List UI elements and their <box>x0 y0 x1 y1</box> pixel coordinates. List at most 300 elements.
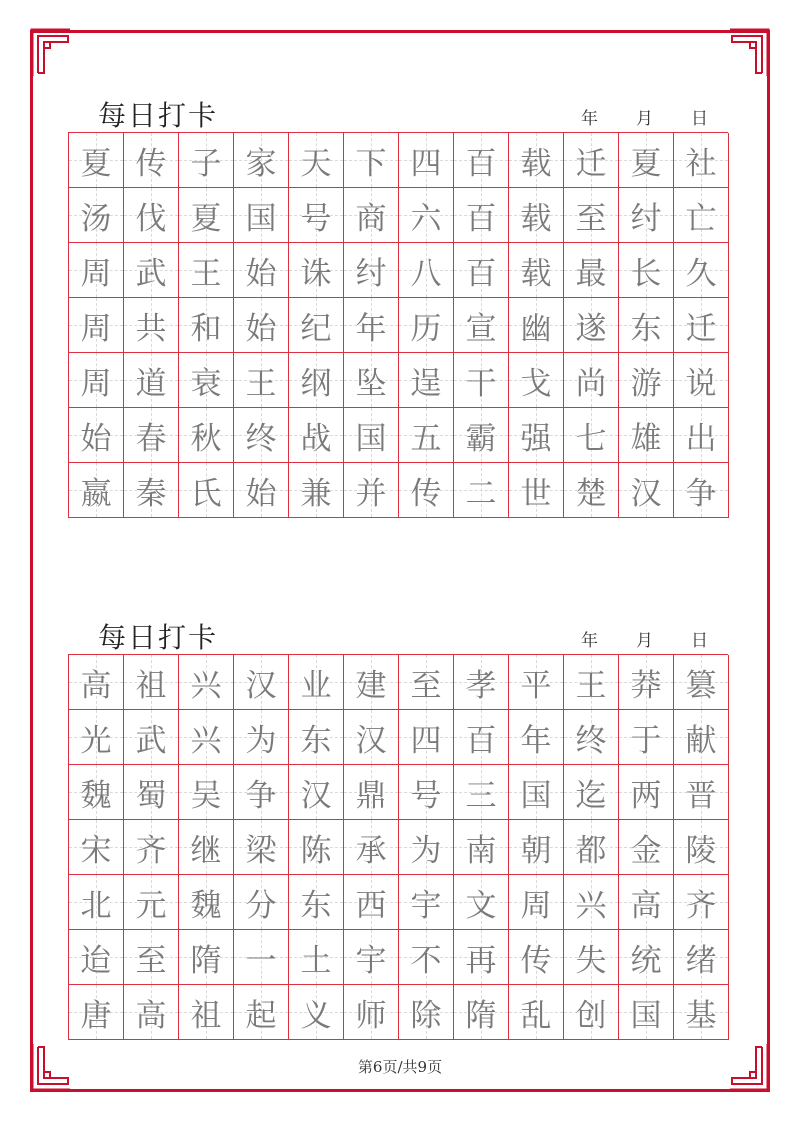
grid-cell <box>124 188 179 243</box>
practice-character: 承 <box>355 832 387 869</box>
practice-character: 并 <box>355 475 387 512</box>
practice-character: 争 <box>685 475 717 512</box>
practice-character: 终 <box>575 722 607 759</box>
grid-cell <box>234 133 289 188</box>
practice-character: 祖 <box>135 667 167 704</box>
practice-character: 百 <box>465 255 497 292</box>
corner-ornament-top-right <box>730 28 770 78</box>
grid-cell <box>619 188 674 243</box>
grid-cell <box>674 353 729 408</box>
practice-character: 为 <box>245 722 277 759</box>
grid-cell <box>674 243 729 298</box>
grid-cell <box>179 875 234 930</box>
grid-cell <box>234 765 289 820</box>
grid-cell <box>234 820 289 875</box>
practice-character: 至 <box>410 667 442 704</box>
grid-cell <box>234 243 289 298</box>
practice-character: 莽 <box>630 667 662 704</box>
grid-cell <box>289 133 344 188</box>
grid-cell <box>509 930 564 985</box>
practice-character: 百 <box>465 200 497 237</box>
practice-character: 衰 <box>190 365 222 402</box>
grid-cell <box>454 298 509 353</box>
practice-character: 号 <box>410 777 442 814</box>
practice-character: 王 <box>575 667 607 704</box>
practice-character: 为 <box>410 832 442 869</box>
grid-cell <box>124 820 179 875</box>
practice-character: 强 <box>520 420 552 457</box>
practice-character: 历 <box>410 310 442 347</box>
practice-character: 武 <box>135 722 167 759</box>
grid-cell <box>454 655 509 710</box>
grid-cell <box>399 243 454 298</box>
practice-character: 汤 <box>80 200 112 237</box>
practice-character: 基 <box>685 997 717 1034</box>
grid-cell <box>509 820 564 875</box>
grid-cell <box>289 985 344 1040</box>
practice-character: 说 <box>685 365 717 402</box>
practice-character: 家 <box>245 145 277 182</box>
grid-cell <box>399 188 454 243</box>
practice-character: 百 <box>465 145 497 182</box>
page-number: 第6页/共9页 <box>357 1058 443 1076</box>
practice-character: 坠 <box>355 365 387 402</box>
practice-character: 纣 <box>355 255 387 292</box>
practice-character: 秋 <box>190 420 222 457</box>
year-label: 年 <box>581 631 598 651</box>
practice-character: 汉 <box>355 722 387 759</box>
practice-character: 蜀 <box>135 777 167 814</box>
practice-character: 业 <box>300 667 332 704</box>
grid-cell <box>454 133 509 188</box>
practice-character: 宣 <box>465 310 497 347</box>
grid-cell <box>179 408 234 463</box>
practice-character: 终 <box>245 420 277 457</box>
practice-character: 四 <box>410 145 442 182</box>
section-title: 每日打卡 <box>98 99 219 132</box>
practice-character: 起 <box>245 997 277 1034</box>
practice-character: 载 <box>520 200 552 237</box>
grid-cell <box>289 655 344 710</box>
practice-character: 七 <box>575 420 607 457</box>
grid-cell <box>564 820 619 875</box>
practice-character: 传 <box>135 145 167 182</box>
grid-cell <box>124 408 179 463</box>
practice-character: 篡 <box>685 667 717 704</box>
grid-cell <box>179 188 234 243</box>
practice-character: 三 <box>465 777 497 814</box>
grid-cell <box>289 463 344 518</box>
practice-character: 高 <box>80 667 112 704</box>
practice-character: 王 <box>190 255 222 292</box>
grid-cell <box>289 765 344 820</box>
practice-character: 出 <box>685 420 717 457</box>
grid-cell <box>399 133 454 188</box>
grid-cell <box>179 820 234 875</box>
grid-cell <box>124 463 179 518</box>
practice-character: 武 <box>135 255 167 292</box>
grid-cell <box>509 463 564 518</box>
grid-cell <box>69 463 124 518</box>
practice-character: 兼 <box>300 475 332 512</box>
grid-cell <box>234 353 289 408</box>
practice-character: 乱 <box>520 997 552 1034</box>
practice-character: 纲 <box>300 365 332 402</box>
grid-cell <box>399 463 454 518</box>
practice-character: 师 <box>355 997 387 1034</box>
grid-cell <box>234 463 289 518</box>
grid-cell <box>509 188 564 243</box>
grid-cell <box>124 765 179 820</box>
practice-character: 文 <box>465 887 497 924</box>
grid-cell <box>674 820 729 875</box>
grid-cell <box>619 710 674 765</box>
practice-character: 世 <box>520 475 552 512</box>
practice-character: 纪 <box>300 310 332 347</box>
practice-character: 义 <box>300 997 332 1034</box>
practice-character: 兴 <box>190 667 222 704</box>
practice-character: 北 <box>80 887 112 924</box>
practice-character: 游 <box>630 365 662 402</box>
day-label: 日 <box>691 109 708 129</box>
day-label: 日 <box>691 631 708 651</box>
practice-character: 幽 <box>520 310 552 347</box>
grid-cell <box>619 655 674 710</box>
practice-character: 子 <box>190 145 222 182</box>
grid-cell <box>124 930 179 985</box>
practice-character: 雄 <box>630 420 662 457</box>
practice-character: 传 <box>410 475 442 512</box>
grid-cell <box>619 875 674 930</box>
grid-cell <box>619 243 674 298</box>
practice-character: 秦 <box>135 475 167 512</box>
grid-cell <box>69 243 124 298</box>
practice-character: 年 <box>520 722 552 759</box>
section-title: 每日打卡 <box>98 621 219 654</box>
practice-character: 周 <box>520 887 552 924</box>
grid-cell <box>179 985 234 1040</box>
practice-character: 金 <box>630 832 662 869</box>
practice-character: 魏 <box>80 777 112 814</box>
grid-cell <box>124 133 179 188</box>
practice-character: 争 <box>245 777 277 814</box>
practice-character: 夏 <box>630 145 662 182</box>
practice-character: 宋 <box>80 832 112 869</box>
practice-character: 献 <box>685 722 717 759</box>
grid-cell <box>674 133 729 188</box>
practice-character: 四 <box>410 722 442 759</box>
grid-cell <box>509 408 564 463</box>
practice-character: 周 <box>80 365 112 402</box>
practice-character: 嬴 <box>80 475 112 512</box>
practice-character: 再 <box>465 942 497 979</box>
practice-character: 吴 <box>190 777 222 814</box>
grid-cell <box>619 353 674 408</box>
practice-character: 东 <box>300 887 332 924</box>
grid-cell <box>564 765 619 820</box>
practice-character: 梁 <box>245 832 277 869</box>
grid-cell <box>399 820 454 875</box>
practice-character: 汉 <box>300 777 332 814</box>
section-header <box>68 94 728 132</box>
practice-character: 齐 <box>135 832 167 869</box>
practice-character: 夏 <box>190 200 222 237</box>
grid-cell <box>344 298 399 353</box>
practice-character: 至 <box>135 942 167 979</box>
practice-character: 二 <box>465 475 497 512</box>
practice-character: 始 <box>245 255 277 292</box>
practice-character: 最 <box>575 255 607 292</box>
practice-character: 伐 <box>135 200 167 237</box>
grid-cell <box>289 930 344 985</box>
practice-character: 周 <box>80 255 112 292</box>
grid-cell <box>344 765 399 820</box>
grid-cell <box>234 408 289 463</box>
practice-character: 除 <box>410 997 442 1034</box>
corner-ornament-top-left <box>30 28 70 78</box>
grid-cell <box>234 985 289 1040</box>
practice-character: 氏 <box>190 475 222 512</box>
practice-grid <box>68 654 728 1040</box>
grid-cell <box>399 710 454 765</box>
grid-cell <box>234 710 289 765</box>
practice-character: 兴 <box>190 722 222 759</box>
practice-character: 夏 <box>80 145 112 182</box>
practice-section-1 <box>68 94 728 518</box>
grid-cell <box>454 765 509 820</box>
grid-cell <box>399 985 454 1040</box>
practice-character: 建 <box>355 667 387 704</box>
practice-character: 创 <box>575 997 607 1034</box>
grid-cell <box>674 875 729 930</box>
practice-character: 朝 <box>520 832 552 869</box>
grid-cell <box>289 710 344 765</box>
practice-character: 国 <box>355 420 387 457</box>
grid-cell <box>454 408 509 463</box>
grid-cell <box>564 655 619 710</box>
practice-character: 统 <box>630 942 662 979</box>
grid-cell <box>619 463 674 518</box>
grid-cell <box>234 188 289 243</box>
practice-character: 下 <box>355 145 387 182</box>
grid-cell <box>124 710 179 765</box>
practice-character: 宇 <box>410 887 442 924</box>
practice-character: 国 <box>630 997 662 1034</box>
grid-cell <box>674 930 729 985</box>
grid-cell <box>344 875 399 930</box>
grid-cell <box>69 710 124 765</box>
practice-character: 长 <box>630 255 662 292</box>
grid-cell <box>344 463 399 518</box>
practice-character: 战 <box>300 420 332 457</box>
grid-cell <box>454 353 509 408</box>
grid-cell <box>674 298 729 353</box>
grid-cell <box>289 408 344 463</box>
grid-cell <box>69 820 124 875</box>
practice-character: 尚 <box>575 365 607 402</box>
practice-character: 陵 <box>685 832 717 869</box>
practice-character: 都 <box>575 832 607 869</box>
practice-character: 南 <box>465 832 497 869</box>
practice-character: 共 <box>135 310 167 347</box>
practice-character: 始 <box>245 310 277 347</box>
practice-character: 于 <box>630 722 662 759</box>
grid-cell <box>344 243 399 298</box>
grid-cell <box>124 353 179 408</box>
practice-character: 载 <box>520 255 552 292</box>
grid-cell <box>179 655 234 710</box>
practice-character: 纣 <box>630 200 662 237</box>
grid-cell <box>234 930 289 985</box>
grid-cell <box>674 463 729 518</box>
practice-character: 鼎 <box>355 777 387 814</box>
grid-cell <box>619 820 674 875</box>
practice-character: 干 <box>465 365 497 402</box>
practice-character: 五 <box>410 420 442 457</box>
grid-cell <box>674 188 729 243</box>
practice-character: 汉 <box>245 667 277 704</box>
practice-character: 绪 <box>685 942 717 979</box>
practice-character: 唐 <box>80 997 112 1034</box>
grid-cell <box>179 463 234 518</box>
grid-cell <box>289 820 344 875</box>
grid-cell <box>399 765 454 820</box>
practice-character: 魏 <box>190 887 222 924</box>
year-label: 年 <box>581 109 598 129</box>
practice-character: 分 <box>245 887 277 924</box>
practice-character: 诛 <box>300 255 332 292</box>
grid-cell <box>564 353 619 408</box>
practice-character: 传 <box>520 942 552 979</box>
practice-character: 失 <box>575 942 607 979</box>
practice-character: 迁 <box>575 145 607 182</box>
practice-character: 祖 <box>190 997 222 1034</box>
grid-cell <box>399 875 454 930</box>
grid-cell <box>454 710 509 765</box>
grid-cell <box>124 985 179 1040</box>
grid-cell <box>454 930 509 985</box>
grid-cell <box>674 710 729 765</box>
practice-character: 至 <box>575 200 607 237</box>
grid-cell <box>124 875 179 930</box>
date-fields <box>581 104 708 129</box>
practice-character: 王 <box>245 365 277 402</box>
practice-character: 春 <box>135 420 167 457</box>
practice-character: 逞 <box>410 365 442 402</box>
practice-character: 霸 <box>465 420 497 457</box>
practice-character: 东 <box>300 722 332 759</box>
practice-character: 隋 <box>190 942 222 979</box>
practice-character: 楚 <box>575 475 607 512</box>
grid-cell <box>674 765 729 820</box>
grid-cell <box>69 353 124 408</box>
grid-cell <box>399 655 454 710</box>
grid-cell <box>344 188 399 243</box>
date-fields <box>581 626 708 651</box>
practice-character: 载 <box>520 145 552 182</box>
practice-character: 平 <box>520 667 552 704</box>
grid-cell <box>69 188 124 243</box>
grid-cell <box>509 298 564 353</box>
practice-character: 久 <box>685 255 717 292</box>
practice-character: 元 <box>135 887 167 924</box>
grid-cell <box>564 408 619 463</box>
practice-section-2 <box>68 616 728 1040</box>
practice-character: 高 <box>135 997 167 1034</box>
practice-character: 百 <box>465 722 497 759</box>
grid-cell <box>69 408 124 463</box>
practice-character: 不 <box>410 942 442 979</box>
grid-cell <box>124 655 179 710</box>
grid-cell <box>509 353 564 408</box>
grid-cell <box>69 765 124 820</box>
practice-character: 孝 <box>465 667 497 704</box>
practice-character: 八 <box>410 255 442 292</box>
grid-cell <box>289 875 344 930</box>
practice-character: 周 <box>80 310 112 347</box>
grid-cell <box>69 655 124 710</box>
month-label: 月 <box>636 631 653 651</box>
grid-cell <box>179 930 234 985</box>
grid-cell <box>454 875 509 930</box>
practice-character: 号 <box>300 200 332 237</box>
grid-cell <box>124 243 179 298</box>
practice-character: 一 <box>245 942 277 979</box>
practice-character: 戈 <box>520 365 552 402</box>
grid-cell <box>69 930 124 985</box>
practice-character: 两 <box>630 777 662 814</box>
practice-grid <box>68 132 728 518</box>
grid-cell <box>289 353 344 408</box>
grid-cell <box>564 243 619 298</box>
practice-character: 东 <box>630 310 662 347</box>
grid-cell <box>564 298 619 353</box>
grid-cell <box>564 930 619 985</box>
grid-cell <box>344 710 399 765</box>
practice-character: 亡 <box>685 200 717 237</box>
grid-cell <box>509 985 564 1040</box>
practice-character: 始 <box>80 420 112 457</box>
grid-cell <box>509 710 564 765</box>
grid-cell <box>509 133 564 188</box>
practice-character: 天 <box>300 145 332 182</box>
grid-cell <box>289 243 344 298</box>
grid-cell <box>69 298 124 353</box>
grid-cell <box>399 930 454 985</box>
practice-character: 汉 <box>630 475 662 512</box>
grid-cell <box>344 353 399 408</box>
grid-cell <box>564 133 619 188</box>
grid-cell <box>179 243 234 298</box>
practice-character: 土 <box>300 942 332 979</box>
grid-cell <box>674 408 729 463</box>
grid-cell <box>399 353 454 408</box>
practice-character: 商 <box>355 200 387 237</box>
grid-cell <box>454 820 509 875</box>
grid-cell <box>619 133 674 188</box>
practice-character: 光 <box>80 722 112 759</box>
grid-cell <box>509 655 564 710</box>
practice-character: 社 <box>685 145 717 182</box>
grid-cell <box>509 875 564 930</box>
practice-character: 和 <box>190 310 222 347</box>
grid-cell <box>399 408 454 463</box>
grid-cell <box>289 188 344 243</box>
grid-cell <box>179 133 234 188</box>
practice-character: 道 <box>135 365 167 402</box>
grid-cell <box>344 655 399 710</box>
grid-cell <box>564 188 619 243</box>
